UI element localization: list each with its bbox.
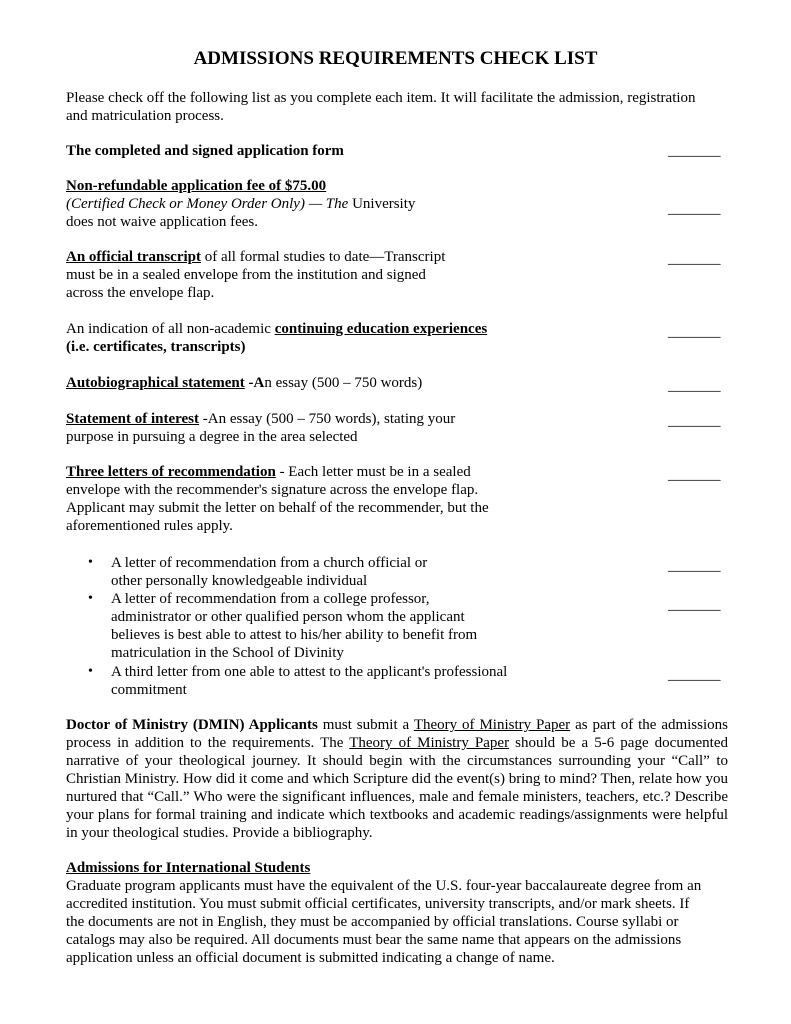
transcript-line3: across the envelope flap. xyxy=(66,285,215,301)
continuing-line1: An indication of all non-academic xyxy=(66,321,275,337)
bullet-line: commitment xyxy=(111,682,187,698)
international-section xyxy=(66,859,701,967)
interest-heading: Statement of interest xyxy=(66,411,200,427)
interest-line2: purpose in pursuing a degree in the area selected xyxy=(66,429,358,445)
bullet-item-church-official xyxy=(111,554,427,590)
bullet-line: A letter of recommendation from a college professor, xyxy=(111,591,430,607)
bullet-dot: • xyxy=(88,664,93,679)
intro-line: and matriculation process. xyxy=(66,108,224,124)
bullet-dot: • xyxy=(88,591,93,606)
autobio-rest: n essay (500 – 750 words) xyxy=(264,375,423,391)
bullet-item-college-professor xyxy=(111,590,477,662)
item-application-fee xyxy=(66,177,415,231)
checkbox-blank-letters[interactable]: _______ xyxy=(668,467,721,483)
fee-heading: Non-refundable application fee of $75.00 xyxy=(66,178,327,194)
item-statement-of-interest xyxy=(66,410,455,446)
checkbox-blank-autobio[interactable]: _______ xyxy=(668,378,721,394)
item-autobiographical-statement xyxy=(66,374,422,392)
intro-text xyxy=(66,89,696,125)
letters-heading: Three letters of recommendation xyxy=(66,464,276,480)
dmin-heading: Doctor of Ministry (DMIN) Applicants xyxy=(66,717,318,733)
bullet-dot: • xyxy=(88,555,93,570)
autobio-heading: Autobiographical statement xyxy=(66,375,245,391)
transcript-line2: must be in a sealed envelope from the institution and signed xyxy=(66,267,426,283)
autobio-dash: -A xyxy=(244,375,265,391)
bullet-line: believes is best able to attest to his/her ability to benefit from xyxy=(111,627,478,643)
transcript-heading: An official transcript xyxy=(66,249,201,265)
dmin-text: should be a 5-6 page documented narrative of your theological journey. It should begin with the circumstances surrounding your “Call” to Christian Ministry. How did it come and which Scripture did the event(s) bring to mind? Then, relate how you nurtured that “Call.” Who were the significant influences, male and female ministers, teachers, etc.? Describe your plans for formal training and indicate which textbooks and academic readings/assignments were helpful in your theological studies. Provide a bibliography. xyxy=(66,735,728,841)
item-official-transcript xyxy=(66,248,445,302)
international-line: catalogs may also be required. All documents must bear the same name that appears on the admissions xyxy=(66,932,682,948)
item-continuing-education xyxy=(66,320,487,356)
international-line: application unless an official document is submitted indicating a change of name. xyxy=(66,950,555,966)
international-line: Graduate program applicants must have the equivalent of the U.S. four-year baccalaureate degree from an xyxy=(66,878,702,894)
bullet-line: matriculation in the School of Divinity xyxy=(111,645,344,661)
checkbox-blank-form[interactable]: _______ xyxy=(668,143,721,159)
letters-line1: - Each letter must be in a sealed xyxy=(275,464,471,480)
fee-note-line3: does not waive application fees. xyxy=(66,214,259,230)
checkbox-blank-letter-1[interactable]: _______ xyxy=(668,558,721,574)
bullet-item-professional-commitment xyxy=(111,663,507,699)
checkbox-blank-fee[interactable]: _______ xyxy=(668,201,721,217)
international-line: the documents are not in English, they must be accompanied by official translations. Course syllabi or xyxy=(66,914,679,930)
item-letters-of-recommendation xyxy=(66,463,489,535)
intro-line: Please check off the following list as you complete each item. It will facilitate the admission, registration xyxy=(66,90,696,106)
transcript-line1: of all formal studies to date—Transcript xyxy=(200,249,446,265)
bullet-line: A third letter from one able to attest to the applicant's professional xyxy=(111,664,508,680)
checkbox-blank-letter-2[interactable]: _______ xyxy=(668,597,721,613)
letters-line2: envelope with the recommender's signature across the envelope flap. xyxy=(66,482,479,498)
bullet-line: A letter of recommendation from a church official or xyxy=(111,555,428,571)
international-line: accredited institution. You must submit official certificates, university transcripts, and/or mark sheets. If xyxy=(66,896,690,912)
letters-line4: aforementioned rules apply. xyxy=(66,518,233,534)
theory-of-ministry-paper: Theory of Ministry Paper xyxy=(413,717,571,733)
letters-line3: Applicant may submit the letter on behalf of the recommender, but the xyxy=(66,500,489,516)
dmin-text: must submit a xyxy=(317,717,414,733)
bullet-line: other personally knowledgeable individual xyxy=(111,573,368,589)
interest-line1: -An essay (500 – 750 words), stating your xyxy=(199,411,456,427)
continuing-line2: (i.e. certificates, transcripts) xyxy=(66,339,246,355)
bullet-line: administrator or other qualified person whom the applicant xyxy=(111,609,465,625)
continuing-heading: continuing education experiences xyxy=(274,321,488,337)
checkbox-blank-letter-3[interactable]: _______ xyxy=(668,667,721,683)
fee-note-rest: University xyxy=(348,196,416,212)
international-heading: Admissions for International Students xyxy=(66,860,311,876)
checkbox-blank-interest[interactable]: _______ xyxy=(668,413,721,429)
theory-of-ministry-paper: Theory of Ministry Paper xyxy=(349,735,510,751)
checkbox-blank-transcript[interactable]: _______ xyxy=(668,251,721,267)
dmin-text: as part of the admissions process in addition to the requirements. The xyxy=(66,717,728,751)
fee-note: (Certified Check or Money Order Only) — The xyxy=(66,196,349,212)
dmin-paragraph xyxy=(66,716,728,842)
item-application-form: The completed and signed application form xyxy=(66,143,344,159)
checkbox-blank-continuing[interactable]: _______ xyxy=(668,324,721,340)
page-title: ADMISSIONS REQUIREMENTS CHECK LIST xyxy=(193,48,598,69)
